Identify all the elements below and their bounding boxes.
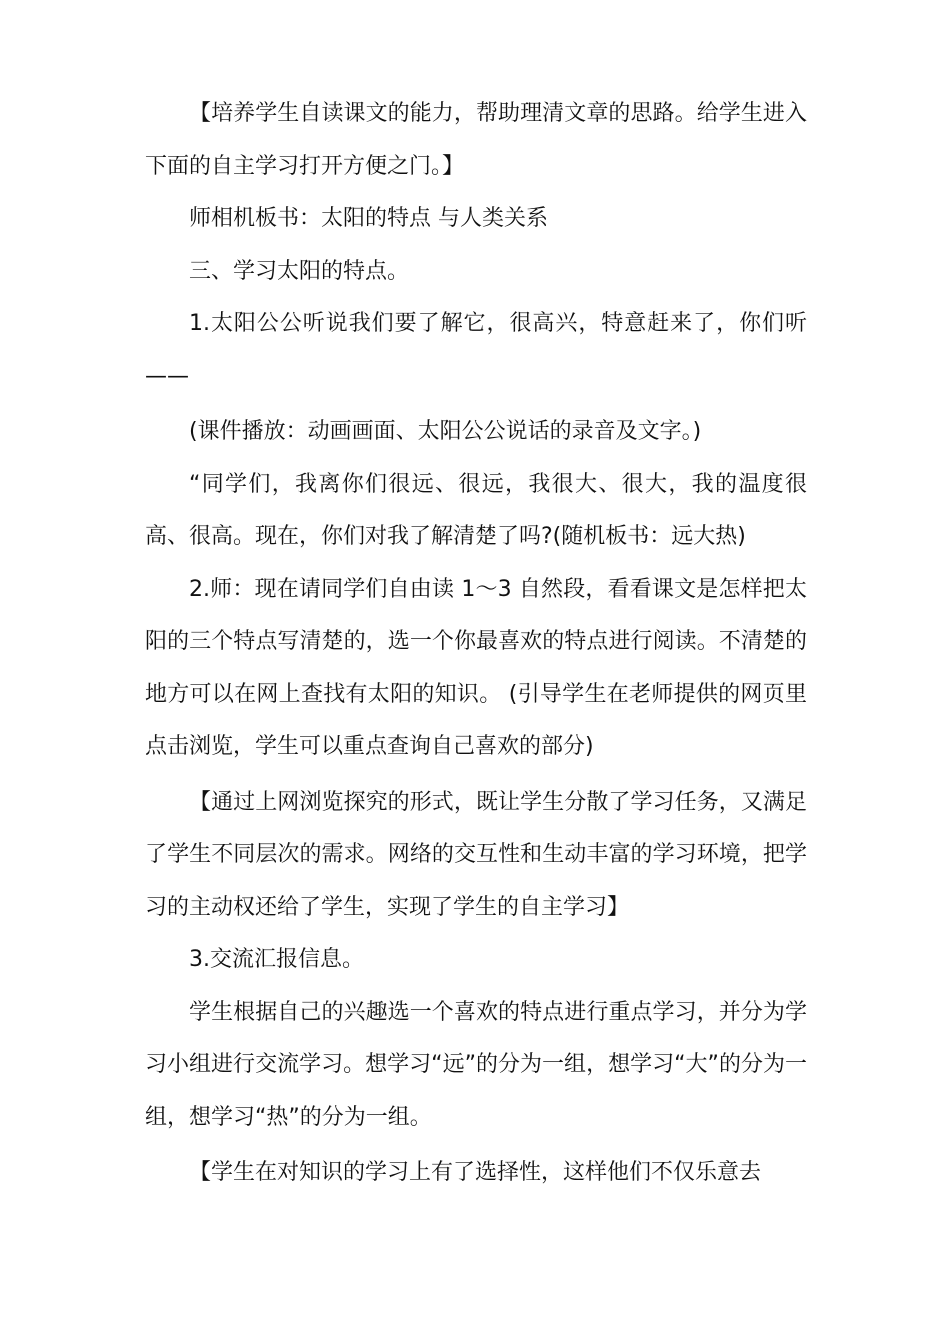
- document-body: [145, 88, 807, 1200]
- paragraph-step-3: 3.交流汇报信息。: [189, 947, 364, 972]
- paragraph-design-note-3: 【学生在对知识的学习上有了选择性，这样他们不仅乐意去: [189, 1160, 762, 1185]
- paragraph-courseware-note: (课件播放：动画画面、太阳公公说话的录音及文字。): [189, 419, 702, 444]
- paragraph-step-1: 1.太阳公公听说我们要了解它，很高兴，特意赶来了，你们听——: [145, 311, 807, 389]
- paragraph-step-2: 2.师：现在请同学们自由读 1～3 自然段，看看课文是怎样把太阳的三个特点写清楚的，选一个你最喜欢的特点进行阅读。不清楚的地方可以在网上查找有太阳的知识。 (引导学生在老师提供的网页里点击浏览，学生可以重点查询自己喜欢的部分): [145, 576, 807, 759]
- paragraph-blackboard-note: 师相机板书：太阳的特点 与人类关系: [189, 206, 548, 231]
- paragraph-sun-speech: “同学们，我离你们很远、很远，我很大、很大，我的温度很高、很高。现在，你们对我了解清楚了吗?(随机板书：远大热): [145, 471, 807, 549]
- paragraph-group-study: 学生根据自己的兴趣选一个喜欢的特点进行重点学习，并分为学习小组进行交流学习。想学习“远”的分为一组，想学习“大”的分为一组，想学习“热”的分为一组。: [145, 999, 807, 1130]
- paragraph-design-note-2: 【通过上网浏览探究的形式，既让学生分散了学习任务，又满足了学生不同层次的需求。网络的交互性和生动丰富的学习环境，把学习的主动权还给了学生，实现了学生的自主学习】: [145, 789, 807, 920]
- paragraph-section-heading: 三、学习太阳的特点。: [189, 258, 410, 284]
- paragraph-design-note-1: 【培养学生自读课文的能力，帮助理清文章的思路。给学生进入下面的自主学习打开方便之门。】: [145, 101, 807, 179]
